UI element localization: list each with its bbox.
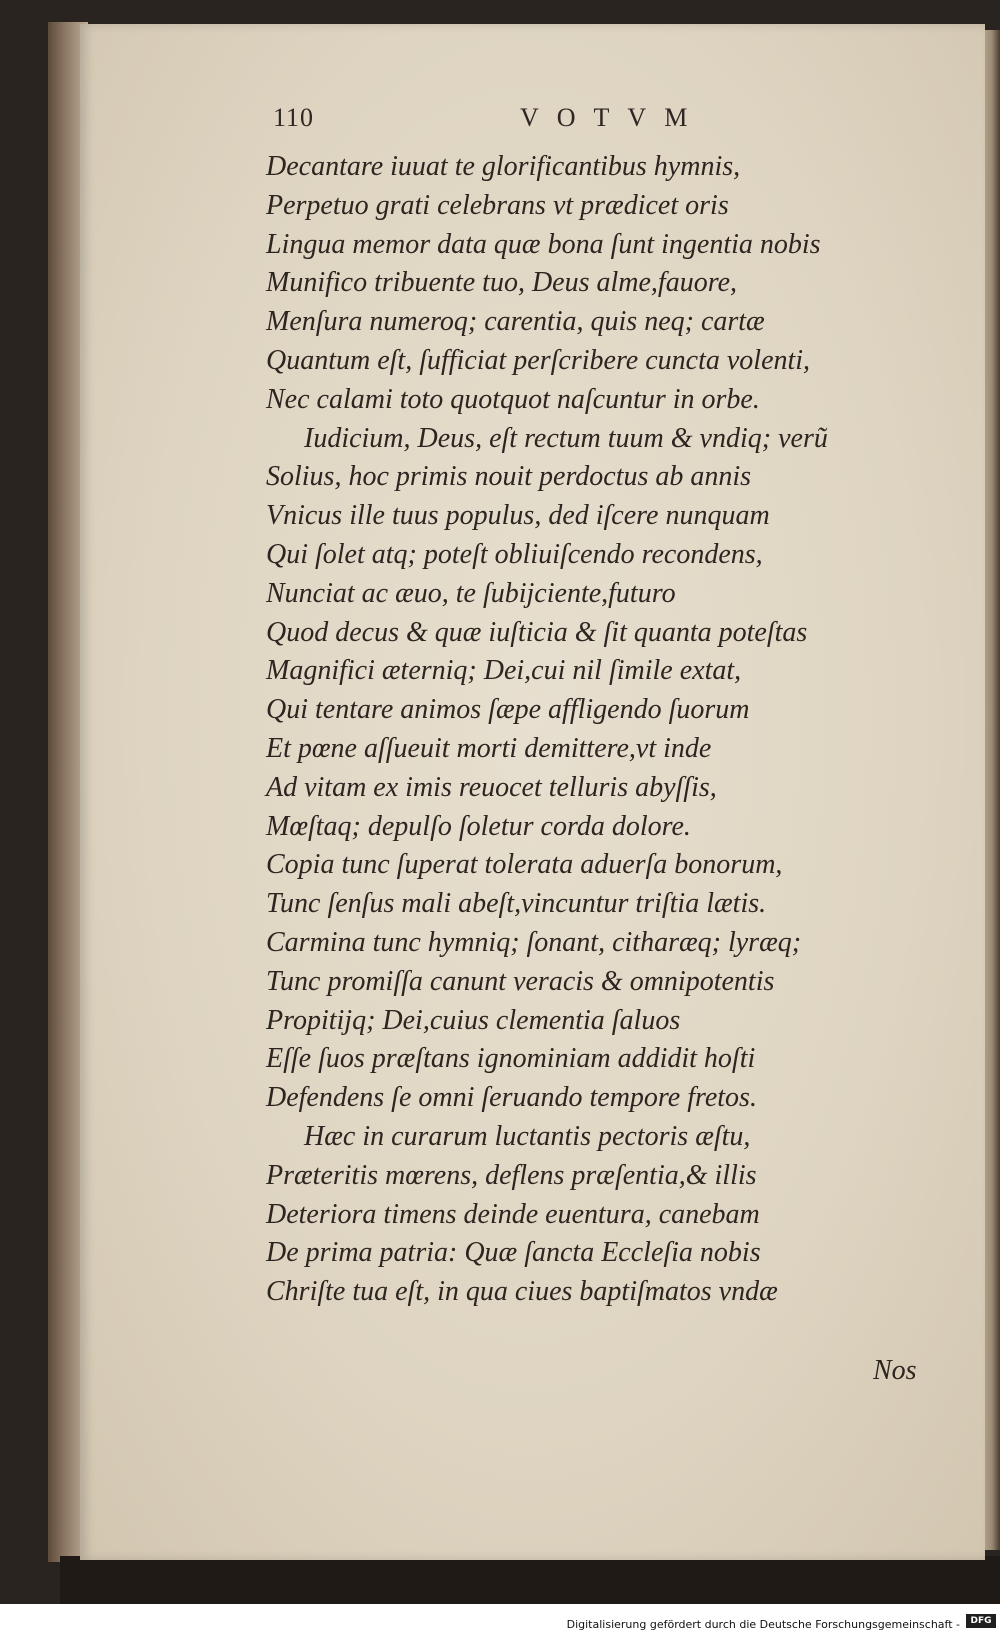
running-head: VOTVM [520, 103, 706, 132]
text-line: Magnifici æterniq; Dei,cui nil ſimile extat, [266, 655, 742, 687]
text-line: Propitijq; Dei,cuius clementia ſaluos [266, 1004, 681, 1036]
text-line: Carmina tunc hymniq; ſonant, citharæq; lyræq; [266, 926, 802, 958]
dfg-logo: DFG [966, 1614, 996, 1628]
text-line: Munifico tribuente tuo, Deus alme,fauore, [266, 267, 737, 299]
text-line: Qui ſolet atq; poteſt obliuiſcendo recondens, [266, 538, 763, 570]
text-line: Lingua memor data quæ bona ſunt ingentia nobis [266, 228, 821, 260]
text-line: Eſſe ſuos præſtans ignominiam addidit hoſti [266, 1043, 756, 1075]
text-line: Chriſte tua eſt, in qua ciues baptiſmatos vndæ [266, 1276, 778, 1308]
text-line: Deteriora timens deinde euentura, canebam [266, 1198, 760, 1230]
text-line: Vnicus ille tuus populus, ded iſcere nunquam [266, 500, 770, 532]
text-line: Et pœne aſſueuit morti demittere,vt inde [266, 732, 712, 764]
page-number: 110 [273, 103, 315, 132]
text-line: Ad vitam ex imis reuocet telluris abyſſis, [266, 771, 717, 803]
page-header [273, 103, 743, 139]
poem-text [266, 148, 926, 1312]
text-line: Nunciat ac æuo, te ſubijciente,futuro [266, 577, 676, 609]
text-line: Solius, hoc primis nouit perdoctus ab annis [266, 461, 752, 493]
text-line: Decantare iuuat te glorificantibus hymnis, [266, 151, 741, 182]
text-line: Quantum eſt, ſufficiat perſcribere cuncta volenti, [266, 344, 811, 376]
text-line: Perpetuo grati celebrans vt prædicet oris [266, 189, 729, 221]
text-line: De prima patria: Quæ ſancta Eccleſia nobis [266, 1237, 761, 1269]
text-line: Hæc in curarum luctantis pectoris æſtu, [304, 1120, 751, 1152]
scan-bottom-border [60, 1556, 1000, 1604]
text-line: Tunc ſenſus mali abeſt,vincuntur triſtia lætis. [266, 888, 767, 920]
catchword: Nos [873, 1355, 917, 1386]
text-line: Quod decus & quæ iuſticia & ſit quanta poteſtas [266, 616, 808, 648]
text-line: Menſura numeroq; carentia, quis neq; cartæ [266, 306, 765, 338]
text-line: Tunc promiſſa canunt veracis & omnipotentis [266, 965, 775, 997]
text-line: Qui tentare animos ſæpe affligendo ſuorum [266, 694, 750, 726]
text-line: Iudicium, Deus, eſt rectum tuum & vndiq; verũ [304, 422, 828, 454]
text-line: Defendens ſe omni ſeruando tempore fretos. [266, 1082, 757, 1114]
text-line: Nec calami toto quotquot naſcuntur in orbe. [266, 383, 760, 415]
text-line: Præteritis mœrens, deflens præſentia,& illis [266, 1159, 757, 1191]
text-line: Copia tunc ſuperat tolerata aduerſa bonorum, [266, 849, 783, 881]
funding-notice: Digitalisierung gefördert durch die Deutsche Forschungsgemeinschaft - [566, 1618, 960, 1631]
text-line: Mœſtaq; depulſo ſoletur corda dolore. [266, 810, 691, 842]
